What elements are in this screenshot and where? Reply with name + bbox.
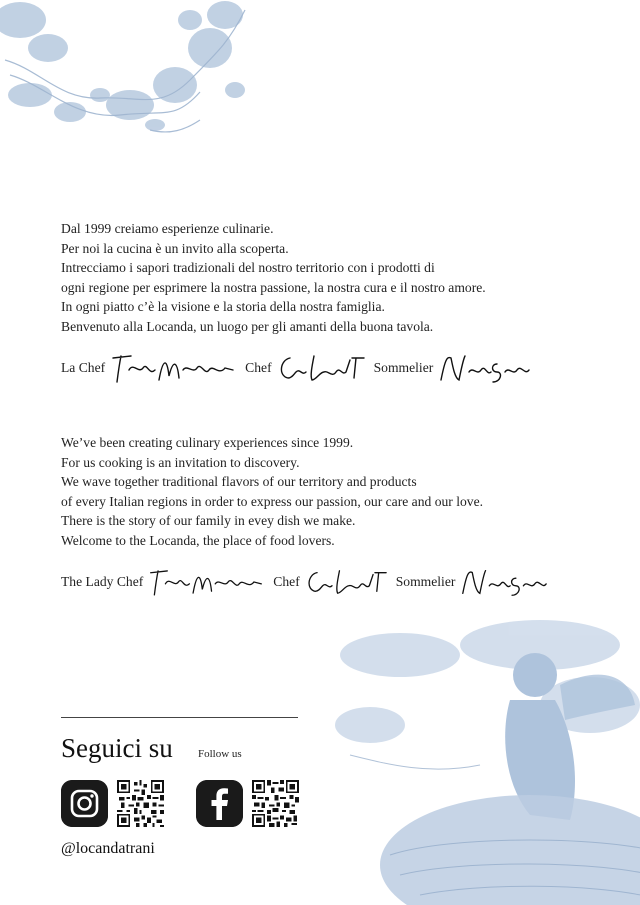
follow-subtitle: Follow us xyxy=(198,748,242,760)
role-label: La Chef xyxy=(61,360,106,375)
role-label: Chef xyxy=(245,360,272,375)
signature-nicola-sgroni xyxy=(459,564,549,600)
signature-tortosa-margherita xyxy=(109,350,237,386)
text-line: For us cooking is an invitation to discovery. xyxy=(61,454,300,470)
cherub-garland-illustration xyxy=(0,0,250,150)
signature-nicola-sgroni xyxy=(437,350,532,386)
intro-english xyxy=(61,433,483,550)
instagram-qr-code[interactable] xyxy=(117,780,164,827)
role-label: Sommelier xyxy=(373,360,434,375)
text-line: Welcome to the Locanda, the place of food lovers. xyxy=(61,532,335,548)
text-line: of every Italian regions in order to express our passion, our care and our love. xyxy=(61,493,484,509)
section-divider xyxy=(61,717,298,718)
signature-carlo-leonetti xyxy=(304,564,388,600)
text-line: Dal 1999 creiamo esperienze culinarie. xyxy=(61,221,274,236)
signatures-english xyxy=(61,564,549,600)
text-line: Intrecciamo i sapori tradizionali del nostro territorio con i prodotti di xyxy=(61,260,435,275)
text-line: Benvenuto alla Locanda, un luogo per gli amanti della buona tavola. xyxy=(61,318,434,334)
cherub-globe-illustration xyxy=(330,615,640,905)
intro-italian xyxy=(61,219,486,336)
text-line: There is the story of our family in evey dish we make. xyxy=(61,513,356,528)
text-line: In ogni piatto c’è la visione e la storia della nostra famiglia. xyxy=(61,299,385,314)
facebook-qr-code[interactable] xyxy=(252,780,299,827)
instagram-icon[interactable] xyxy=(61,780,108,827)
text-line: We wave together traditional flavors of our territory and products xyxy=(61,474,417,489)
follow-title: Seguici su xyxy=(61,733,173,763)
role-label: Sommelier xyxy=(395,574,456,589)
role-label: The Lady Chef xyxy=(61,574,144,589)
signature-carlo-leonetti xyxy=(276,350,366,386)
social-handle[interactable]: @locandatrani xyxy=(61,840,155,857)
text-line: Per noi la cucina è un invito alla scoperta. xyxy=(61,240,289,256)
text-line: We’ve been creating culinary experiences since 1999. xyxy=(61,435,354,450)
facebook-icon[interactable] xyxy=(196,780,243,827)
role-label: Chef xyxy=(273,574,300,589)
signature-tortosa-margherita xyxy=(147,564,265,600)
text-line: ogni regione per esprimere la nostra passione, la nostra cura e il nostro amore. xyxy=(61,279,486,295)
signatures-italian xyxy=(61,350,540,386)
